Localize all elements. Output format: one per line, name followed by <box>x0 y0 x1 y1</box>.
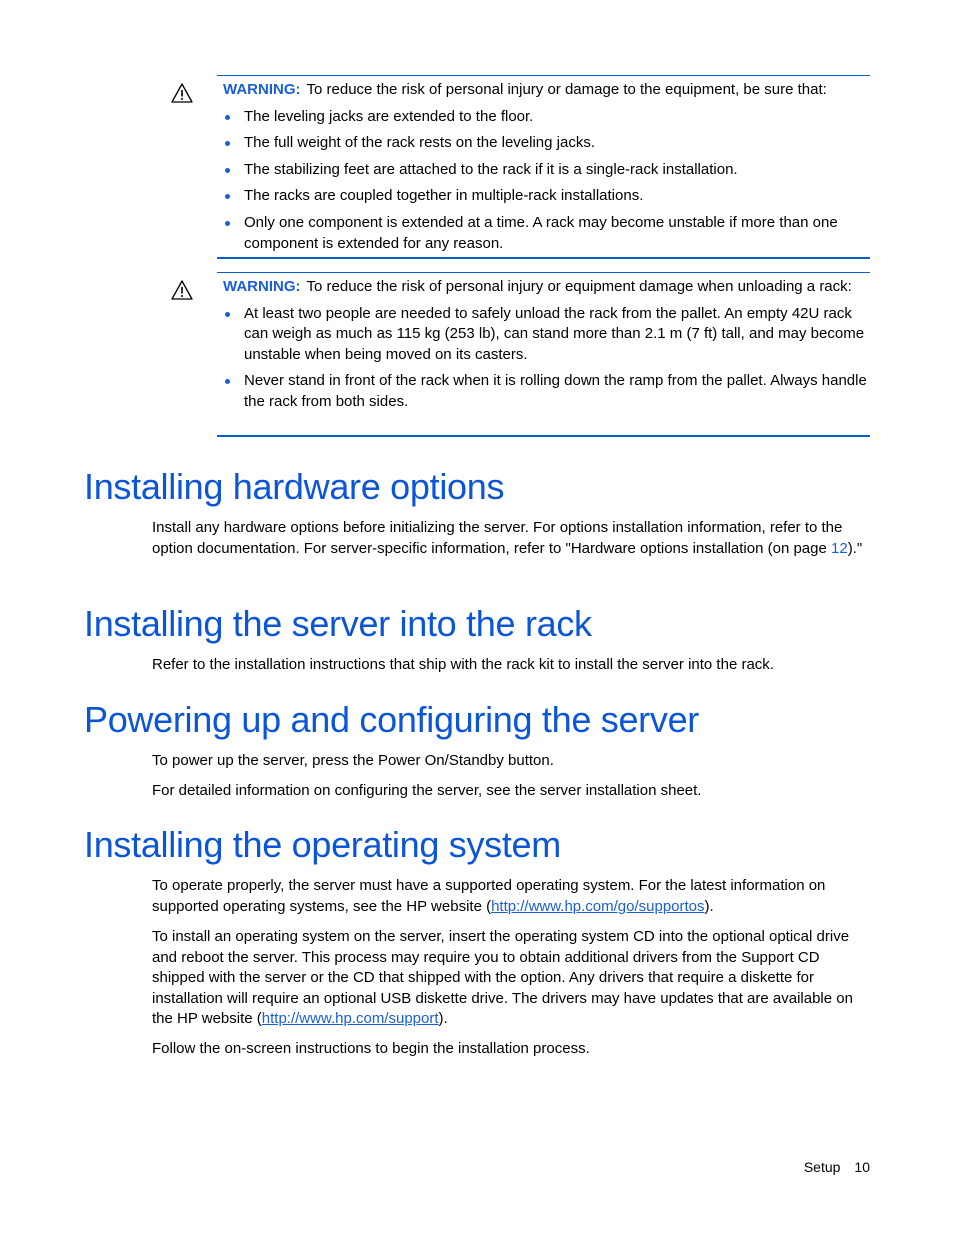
warning-box-2 <box>217 272 870 437</box>
supportos-link[interactable]: http://www.hp.com/go/supportos <box>491 897 705 915</box>
warning-list-2 <box>217 304 870 413</box>
page-12-link[interactable]: 12 <box>831 539 848 557</box>
hardware-text: Install any hardware options before initializing the server. For options installation information, refer to the option documentation. For server-specific information, refer to "Hardware options installation (on page <box>152 519 843 557</box>
power-paragraph-1: To power up the server, press the Power On/Standby button. <box>152 752 554 769</box>
os-text: To install an operating system on the server, insert the operating system CD into the optional optical drive and reboot the server. This process may require you to obtain additional drivers from the Support CD shipped with the server or the CD that shipped with the option. Any drivers that require a diskette for installation will require an optional USB diskette drive. The drivers may have updates that are available on the HP website ( <box>152 928 853 1028</box>
hardware-text-end: )." <box>847 539 863 557</box>
footer-section: Setup <box>803 1159 841 1175</box>
warning-intro: To reduce the risk of personal injury or equipment damage when unloading a rack: <box>306 278 852 295</box>
os-text: To operate properly, the server must have a supported operating system. For the latest information on supported operating systems, see the HP website ( <box>152 877 826 915</box>
list-item: At least two people are needed to safely unload the rack from the pallet. An empty 42U rack can weigh as much as 115 kg (253 lb), can stand more than 2.1 m (7 ft) tall, and may become unstable when being moved on its casters. <box>217 304 870 366</box>
warning-triangle-icon <box>171 83 193 103</box>
warning-label: WARNING: <box>223 81 301 98</box>
page-number: 10 <box>854 1159 870 1175</box>
warning-list-1 <box>217 107 870 255</box>
os-paragraph-1 <box>152 876 868 917</box>
power-paragraph-2: For detailed information on configuring the server, see the server installation sheet. <box>152 782 702 799</box>
hardware-paragraph <box>152 518 868 559</box>
warning-intro: To reduce the risk of personal injury or damage to the equipment, be sure that: <box>306 81 827 98</box>
list-item: The stabilizing feet are attached to the rack if it is a single-rack installation. <box>217 160 870 181</box>
list-item: The full weight of the rack rests on the leveling jacks. <box>217 133 870 154</box>
page-footer <box>804 1157 870 1178</box>
heading-powering-up: Powering up and configuring the server <box>84 699 699 740</box>
rack-paragraph: Refer to the installation instructions that ship with the rack kit to install the server into the rack. <box>152 656 774 673</box>
os-text-end: ). <box>438 1010 448 1028</box>
list-item: Only one component is extended at a time. A rack may become unstable if more than one component is extended for any reason. <box>217 213 870 254</box>
warning-text-1 <box>217 76 870 101</box>
heading-installing-server-into-rack: Installing the server into the rack <box>84 603 592 644</box>
heading-installing-hardware-options: Installing hardware options <box>84 466 505 507</box>
warning-box-1 <box>217 75 870 259</box>
list-item: The racks are coupled together in multiple-rack installations. <box>217 186 870 207</box>
warning-triangle-icon <box>171 280 193 300</box>
os-text-end: ). <box>704 897 714 915</box>
support-link[interactable]: http://www.hp.com/support <box>261 1010 439 1028</box>
list-item: The leveling jacks are extended to the floor. <box>217 107 870 128</box>
os-paragraph-2 <box>152 927 868 1030</box>
heading-installing-operating-system: Installing the operating system <box>84 824 561 865</box>
warning-text-2 <box>217 273 870 298</box>
warning-label: WARNING: <box>223 278 301 295</box>
list-item: Never stand in front of the rack when it is rolling down the ramp from the pallet. Always handle the rack from both sides. <box>217 371 870 412</box>
os-paragraph-3: Follow the on-screen instructions to begin the installation process. <box>152 1040 590 1057</box>
